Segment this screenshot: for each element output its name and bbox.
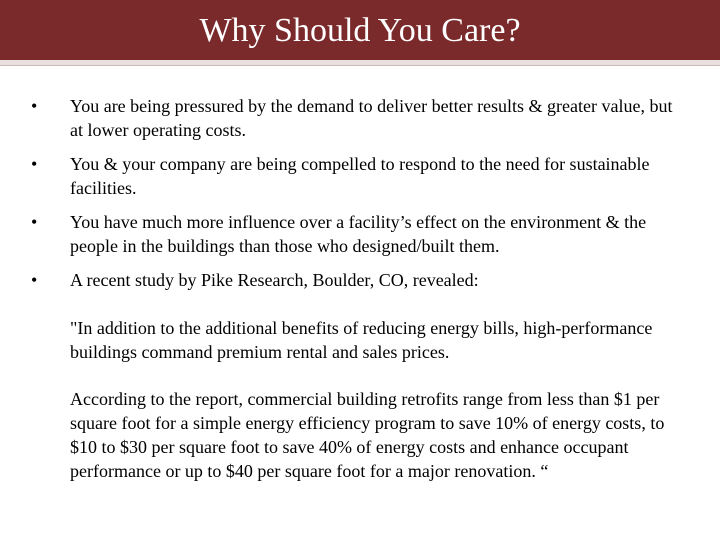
- quote-paragraph-2: According to the report, commercial building retrofits range from less than $1 per square foot for a simple energy efficiency program to save 10% of energy costs, to $10 to $30 per square foot to save 40% of energy costs and enhance occupant performance or up to $40 per square foot for a major renovation. “: [70, 389, 665, 481]
- bullet-marker: •: [31, 270, 38, 290]
- bullet-3-text: have much more influence over a facility’s effect on the environment & the people in the buildings than those who designed/built them.: [70, 212, 647, 256]
- bullet-item-3: [70, 210, 685, 258]
- bullet-4-text: A recent study by Pike Research, Boulder, CO, revealed:: [70, 270, 479, 290]
- bullet-1-lead: You: [70, 96, 100, 116]
- bullet-2-text: & your company are being compelled to respond to the need for sustainable facilities.: [70, 154, 650, 198]
- slide-title: Why Should You Care?: [199, 12, 521, 49]
- bullet-2-lead: You: [70, 154, 100, 174]
- bullet-1-text: are being pressured by the demand to deliver better results & greater value, but at lower operating costs.: [70, 96, 673, 140]
- bullet-item-2: [70, 152, 685, 200]
- bullet-marker: •: [31, 96, 38, 116]
- title-bar: [0, 0, 720, 60]
- title-underline-divider: [0, 60, 720, 66]
- bullet-marker: •: [31, 212, 38, 232]
- quote-paragraph-1: "In addition to the additional benefits of reducing energy bills, high-performance buildings command premium rental and sales prices.: [70, 318, 653, 362]
- bullet-marker: •: [31, 154, 38, 174]
- bullet-item-1: [70, 94, 685, 142]
- bullet-item-4: [70, 268, 685, 292]
- bullet-3-lead: You: [70, 212, 100, 232]
